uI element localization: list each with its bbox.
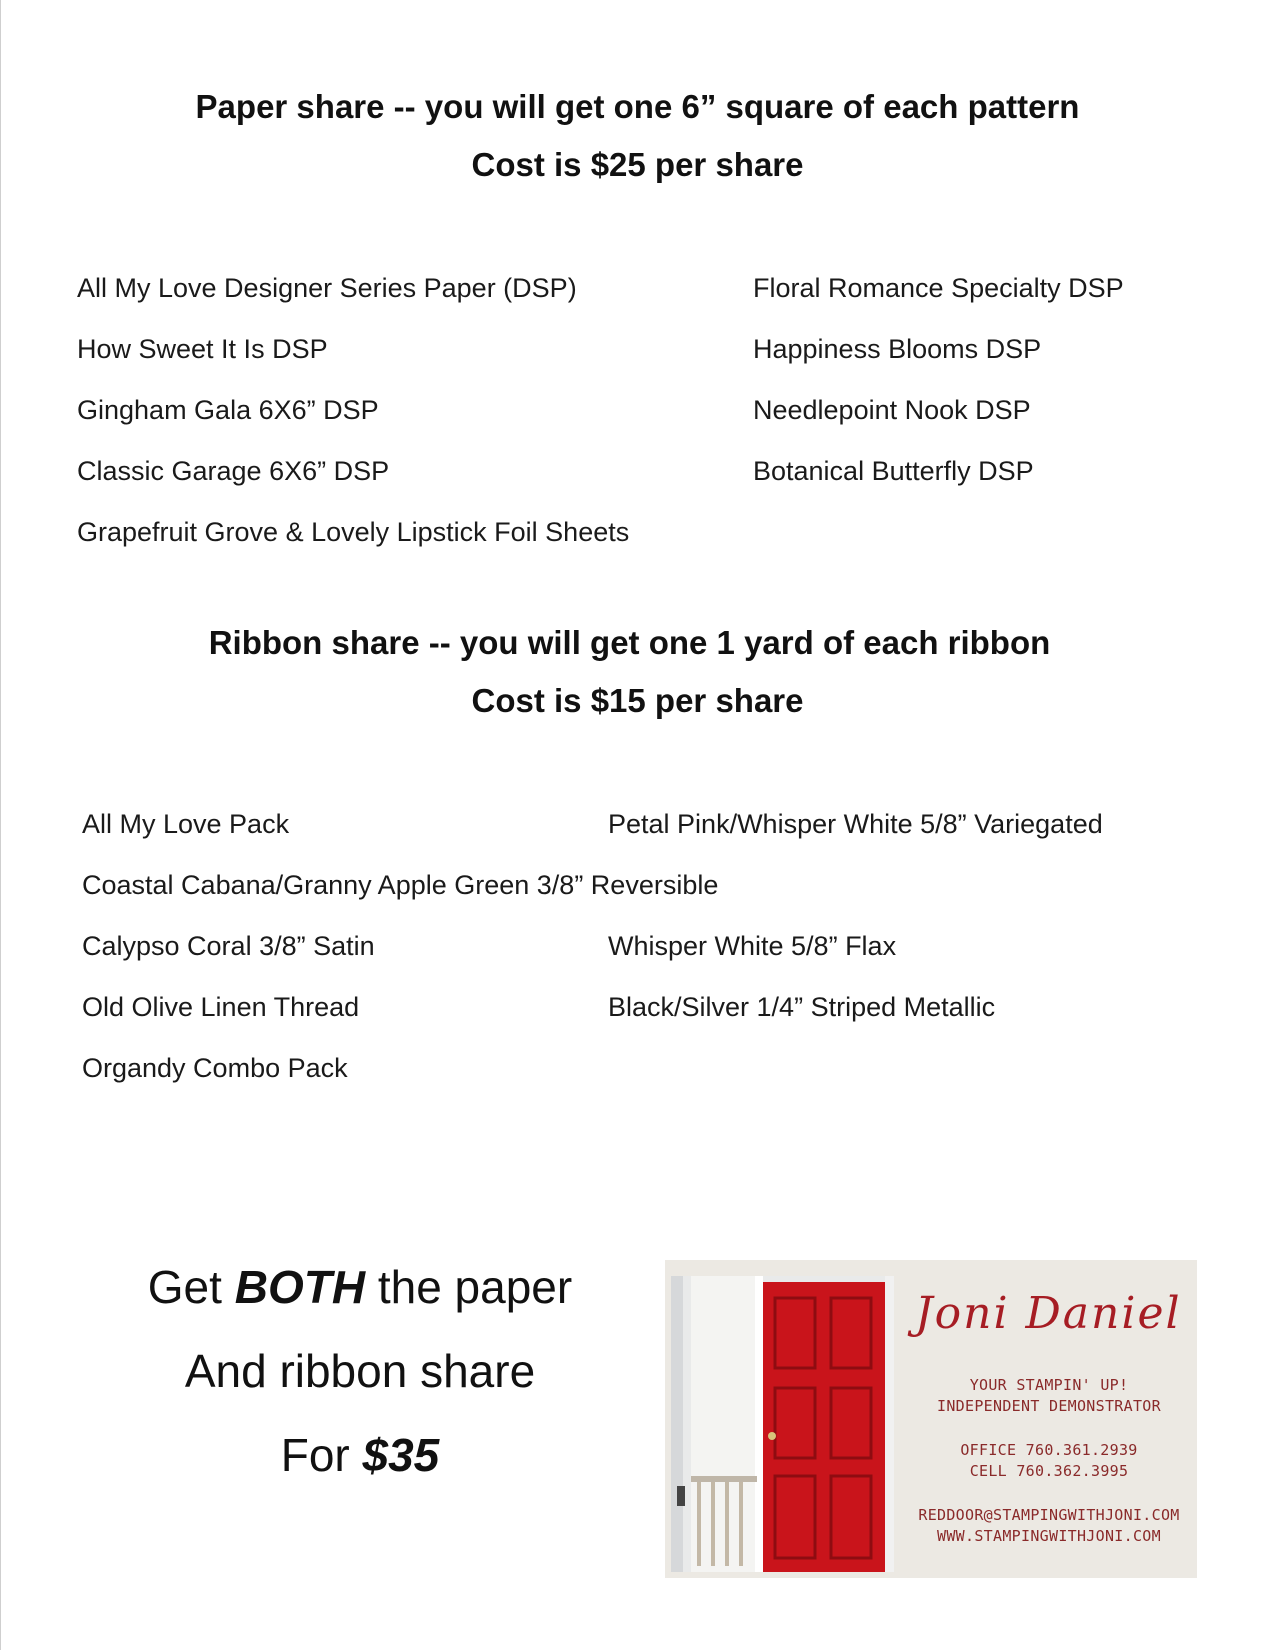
ribbon-item: Coastal Cabana/Granny Apple Green 3/8” Reversible: [82, 870, 719, 900]
red-door-photo: [671, 1276, 894, 1572]
paper-item: How Sweet It Is DSP: [77, 334, 328, 364]
promo-line-1: [60, 1260, 660, 1314]
ribbon-item: All My Love Pack: [82, 809, 290, 839]
paper-item: Floral Romance Specialty DSP: [753, 273, 1124, 303]
ribbon-share-heading: Ribbon share -- you will get one 1 yard of each ribbon: [208, 624, 1051, 661]
signature: Joni Daniel: [915, 1288, 1182, 1339]
card-title-line-1: YOUR STAMPIN' UP!: [969, 1376, 1129, 1394]
paper-item: Needlepoint Nook DSP: [753, 395, 1031, 425]
card-cell-phone: CELL 760.362.3995: [969, 1462, 1129, 1480]
ribbon-item: Whisper White 5/8” Flax: [608, 931, 897, 961]
promo-text: For: [280, 1429, 363, 1481]
card-office-phone: OFFICE 760.361.2939: [960, 1441, 1138, 1459]
paper-item: Gingham Gala 6X6” DSP: [77, 395, 379, 425]
paper-item: Grapefruit Grove & Lovely Lipstick Foil Sheets: [77, 517, 630, 547]
promo-text: Get: [147, 1261, 235, 1313]
ribbon-item: Old Olive Linen Thread: [82, 992, 360, 1022]
promo-price: $35: [362, 1429, 440, 1481]
card-email[interactable]: REDDOOR@STAMPINGWITHJONI.COM: [918, 1506, 1180, 1524]
paper-item: All My Love Designer Series Paper (DSP): [77, 273, 577, 303]
promo-line-3: [60, 1428, 660, 1482]
business-card: [665, 1260, 1197, 1578]
paper-item: Classic Garage 6X6” DSP: [77, 456, 390, 486]
paper-item: Happiness Blooms DSP: [753, 334, 1042, 364]
card-website[interactable]: WWW.STAMPINGWITHJONI.COM: [937, 1527, 1161, 1545]
paper-item: Botanical Butterfly DSP: [753, 456, 1034, 486]
ribbon-share-cost: Cost is $15 per share: [471, 682, 804, 719]
ribbon-item: Black/Silver 1/4” Striped Metallic: [608, 992, 996, 1022]
promo-text: the paper: [365, 1261, 573, 1313]
ribbon-item: Petal Pink/Whisper White 5/8” Variegated: [608, 809, 1103, 839]
page-edge: [0, 0, 1, 1650]
promo-line-2: And ribbon share: [184, 1345, 536, 1397]
ribbon-item: Calypso Coral 3/8” Satin: [82, 931, 375, 961]
ribbon-item: Organdy Combo Pack: [82, 1053, 348, 1083]
paper-share-heading: Paper share -- you will get one 6” square of each pattern: [195, 88, 1080, 125]
promo-emphasis: BOTH: [234, 1261, 366, 1313]
card-title-line-2: INDEPENDENT DEMONSTRATOR: [937, 1397, 1161, 1415]
paper-share-cost: Cost is $25 per share: [471, 146, 804, 183]
